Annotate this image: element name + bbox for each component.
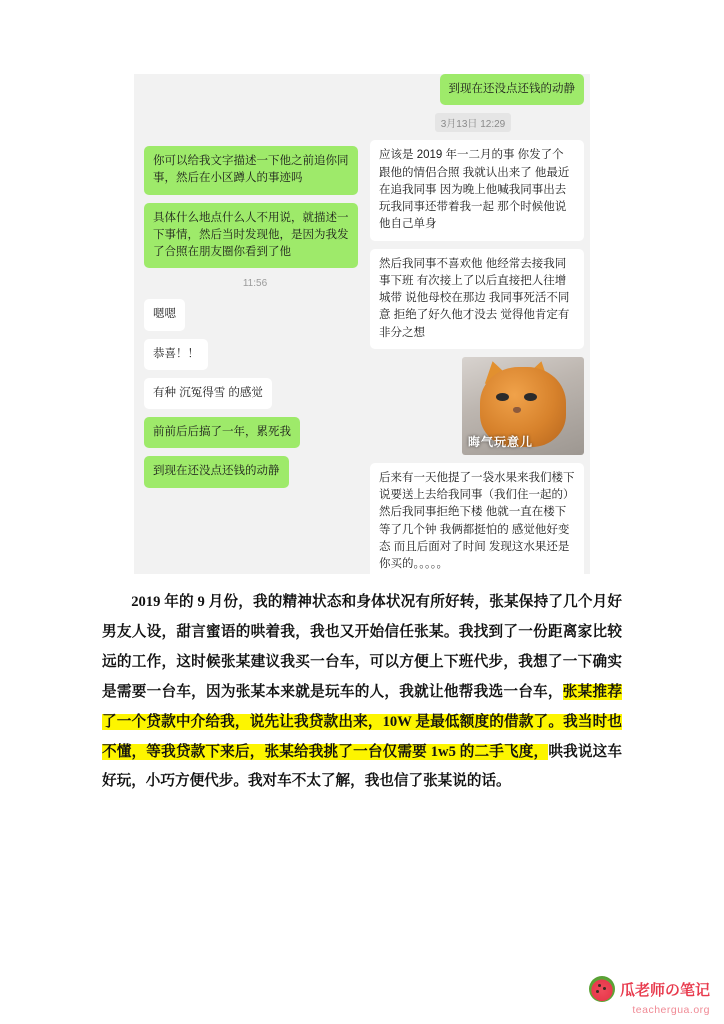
- chat-message-row: [362, 249, 584, 349]
- cat-nose-icon: [513, 407, 521, 413]
- chat-bubble-incoming: 然后我同事不喜欢他 他经常去接我同事下班 有次接上了以后直接把人往增城带 说他母校在那边 我同事死活不同意 拒绝了好久他才没去 觉得他肯定有非分之想: [370, 249, 584, 349]
- chat-timestamp: 11:56: [242, 278, 268, 290]
- chat-bubble-incoming: 有种 沉冤得雪 的感觉: [144, 378, 272, 409]
- paragraph-highlight: 张某推荐了一个贷款中介给我，说先让我贷款出来，10W 是最低额度的借款了。我当时也不懂，等我贷款下来后，张某给我挑了一台仅需要 1w5 的二手飞度，: [102, 683, 622, 760]
- chat-column-left: [144, 74, 366, 496]
- chat-message-row: [144, 417, 366, 448]
- chat-bubble-outgoing: 你可以给我文字描述一下他之前追你同事，然后在小区蹲人的事迹吗: [144, 146, 358, 195]
- chat-message-row: [362, 357, 584, 455]
- chat-bubble-outgoing: 到现在还没点还钱的动静: [144, 456, 289, 487]
- chat-bubble-outgoing: 具体什么地点什么人不用说，就描述一下事情，然后当时发现他，是因为我发了合照在朋友圈你看到了他: [144, 203, 358, 269]
- paragraph-part-1: 2019 年的 9 月份，我的精神状态和身体状况有所好转，张某保持了几个月好男友人设，甜言蜜语的哄着我，我也又开始信任张某。我找到了一份距离家比较远的工作，这时候张某建议我买一台车，可以方便上下班代步，我想了一下确实是需要一台车，因为张某本来就是玩车的人，我就让他帮我选一台车，: [102, 594, 622, 700]
- chat-column-right: [362, 74, 584, 574]
- document-paragraph: [102, 588, 622, 797]
- chat-timestamp-row: [362, 113, 584, 132]
- chat-message-row: [144, 299, 366, 330]
- cat-meme-caption: 晦气玩意儿: [468, 434, 534, 449]
- chat-screenshot: [134, 74, 590, 574]
- paragraph-part-2: 哄我说这车好玩，小巧方便代步。我对车不太了解，我也信了张某说的话。: [102, 743, 622, 790]
- chat-message-row: [362, 74, 584, 105]
- cat-eye-left-icon: [496, 393, 509, 401]
- chat-bubble-outgoing: 到现在还没点还钱的动静: [440, 74, 585, 105]
- cat-meme-image: [462, 357, 584, 455]
- chat-bubble-incoming: 嗯嗯: [144, 299, 185, 330]
- chat-message-row: [144, 378, 366, 409]
- chat-message-row: [144, 203, 366, 269]
- cat-eye-right-icon: [524, 393, 537, 401]
- chat-timestamp-pill: 3月13日 12:29: [435, 113, 512, 132]
- chat-bubble-incoming: 恭喜！！: [144, 339, 208, 370]
- chat-message-row: [362, 140, 584, 240]
- watermark-row: [589, 976, 710, 1002]
- chat-message-row: [144, 146, 366, 195]
- watermark-subtitle: teachergua.org: [632, 1004, 710, 1016]
- spacer: [144, 74, 366, 146]
- chat-message-row: [362, 463, 584, 574]
- chat-columns: [134, 74, 590, 574]
- watermelon-icon: [589, 976, 615, 1002]
- watermark-title: 瓜老师の笔记: [619, 982, 710, 999]
- chat-message-row: [144, 339, 366, 370]
- chat-message-row: [144, 456, 366, 487]
- chat-bubble-incoming: 应该是 2019 年一二月的事 你发了个跟他的情侣合照 我就认出来了 他最近在追我同事 因为晚上他喊我同事出去玩我同事还带着我一起 那个时候他说他自己单身: [370, 140, 584, 240]
- chat-bubble-incoming: 后来有一天他提了一袋水果来我们楼下说要送上去给我同事（我们住一起的）然后我同事拒绝下楼 他就一直在楼下等了几个钟 我俩都挺怕的 感觉他好变态 而且后面对了时间 发现这水果还是你买的。。。。。: [370, 463, 584, 574]
- chat-timestamp-row: [144, 276, 366, 291]
- chat-bubble-outgoing: 前前后后搞了一年，累死我: [144, 417, 300, 448]
- watermark: [589, 976, 710, 1016]
